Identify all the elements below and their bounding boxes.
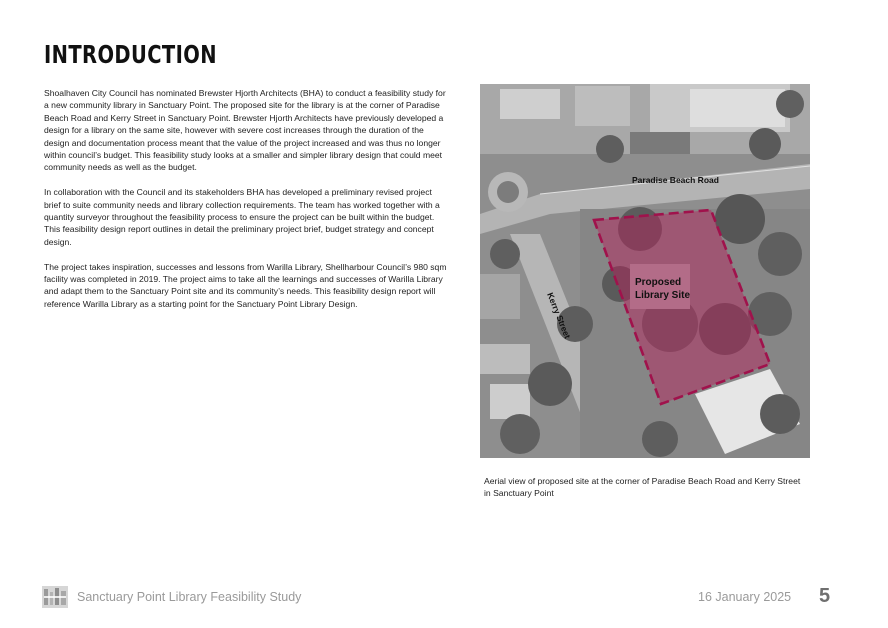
page-title: INTRODUCTION	[44, 40, 217, 69]
paragraph-2: In collaboration with the Council and its stakeholders BHA has developed a preliminary revised project brief to suite community needs and library collection requirements. The team has worked together with a quantity surveyor throughout the feasibility process to ensure the project can be built within the budget. This feasibility design report outlines in detail the preliminary project brief, budget strategy and concept design.	[44, 187, 440, 247]
aerial-photo	[480, 84, 810, 458]
paragraph-3: The project takes inspiration, successes and lessons from Warilla Library, Shellharbour Council’s 980 sqm facility was completed in 2019. The project aims to take all the learnings and successes of Warilla Library and adapt them to the Sanctuary Point site and its community’s needs. This feasibility design report will reference Warilla Library as a starting point for the Sanctuary Point Library Design.	[44, 261, 447, 309]
footer-date: 16 January 2025	[698, 590, 792, 604]
bha-logo-icon	[42, 586, 68, 608]
paragraph-1: Shoalhaven City Council has nominated Brewster Hjorth Architects (BHA) to conduct a feasibility study for a new community library in Sanctuary Point. The proposed site for the library is at the corner of Paradise Beach Road and Kerry Street in Sanctuary Point. Brewster Hjorth Architects have previously developed a design for a library on the same site, however with severe cost increases through the duration of the design and documentation process meant that the value of the project increased and was thus no longer within council’s budget. This feasibility study looks at a smaller and simpler library design that could meet community needs as well as the budget.	[44, 88, 446, 173]
page-number: 5	[819, 585, 831, 607]
map-caption: Aerial view of proposed site at the corner of Paradise Beach Road and Kerry Street in Sanctuary Point	[484, 476, 801, 499]
paradise-beach-road-label: Paradise Beach Road	[632, 175, 719, 185]
introduction-body	[44, 87, 449, 323]
aerial-site-map	[480, 84, 810, 458]
site-label-line-1: Proposed	[635, 277, 682, 288]
footer-document-title: Sanctuary Point Library Feasibility Study	[77, 590, 302, 604]
kerry-street-label: Kerry Street	[545, 291, 573, 340]
site-label-line-2: Library Site	[635, 290, 691, 301]
